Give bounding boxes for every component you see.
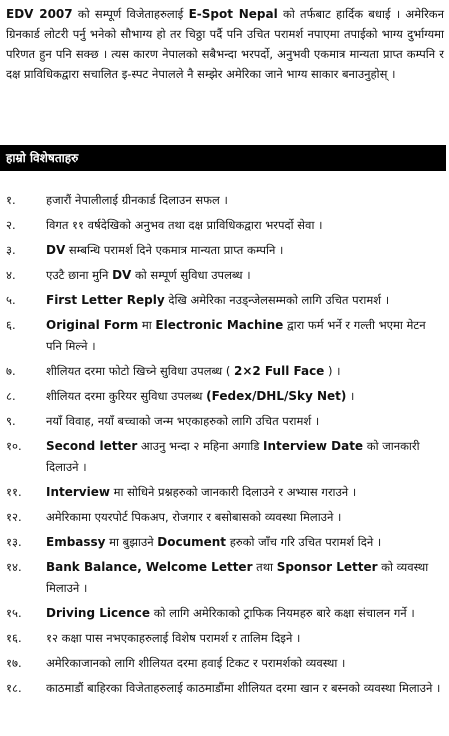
- feature-number: ४.: [6, 268, 16, 282]
- feature-number: १३.: [6, 535, 22, 549]
- feature-text: [46, 653, 449, 674]
- feature-bold-term: Electronic Machine: [155, 318, 284, 332]
- feature-text: को जानकारी दिलाउने ।: [46, 439, 420, 474]
- feature-text: अमेरिकामा एयरपोर्ट पिकअप, रोजगार र बसोबासको व्यवस्था मिलाउने ।: [46, 510, 342, 524]
- feature-bold-term: Document: [157, 535, 227, 549]
- feature-text: अमेरिकाजानको लागि शीलियत दरमा हवाई टिकट र परामर्शको व्यवस्था ।: [46, 656, 346, 670]
- feature-text: को सम्पूर्ण सुविधा उपलब्ध ।: [131, 268, 251, 282]
- feature-text: शीलियत दरमा कुरियर सुविधा उपलब्ध: [46, 389, 207, 403]
- feature-text: हरुको जाँच गरि उचित परामर्श दिने ।: [226, 535, 382, 549]
- feature-bold-term: Sponsor Letter: [276, 560, 378, 574]
- feature-number: ५.: [6, 293, 16, 307]
- feature-text: तथा: [252, 560, 277, 574]
- feature-text: मा बुझाउने: [105, 535, 158, 549]
- feature-bold-term: 2×2 Full Face: [234, 364, 325, 378]
- feature-bold-term: Interview: [46, 485, 110, 499]
- feature-text: [46, 265, 449, 286]
- feature-number: १४.: [6, 560, 22, 574]
- feature-number: ३.: [6, 243, 16, 257]
- intro-paragraph: [6, 4, 444, 84]
- feature-bold-term: First Letter Reply: [46, 293, 165, 307]
- feature-item: [0, 240, 449, 261]
- feature-bold-term: DV: [46, 243, 66, 257]
- feature-text: [46, 532, 449, 553]
- feature-bold-term: (Fedex/DHL/Sky Net): [206, 389, 347, 403]
- feature-bold-term: Embassy: [46, 535, 106, 549]
- feature-text: हजारौं नेपालीलाई ग्रीनकार्ड दिलाउन सफल ।: [46, 193, 228, 207]
- feature-bold-term: Driving Licence: [46, 606, 151, 620]
- feature-number: १०.: [6, 439, 22, 453]
- feature-text: १२ कक्षा पास नभएकाहरुलाई विशेष परामर्श र तालिम दिइने ।: [46, 631, 301, 645]
- intro-text: को सम्पूर्ण विजेताहरुलाई: [72, 7, 189, 21]
- feature-number: १५.: [6, 606, 22, 620]
- feature-number: १२.: [6, 510, 22, 524]
- feature-text: ।: [346, 389, 355, 403]
- feature-text: [46, 678, 449, 699]
- feature-bold-term: Original Form: [46, 318, 139, 332]
- feature-item: [0, 557, 449, 599]
- feature-number: ६.: [6, 318, 16, 332]
- feature-text: [46, 190, 449, 211]
- section-header: हाम्रो विशेषताहरु: [0, 145, 446, 171]
- feature-item: [0, 603, 449, 624]
- feature-bold-term: Interview Date: [263, 439, 364, 453]
- feature-number: १८.: [6, 681, 22, 695]
- feature-item: [0, 190, 449, 211]
- feature-text: देखि अमेरिका नउड्न्जेलसम्मको लागि उचित परामर्श ।: [164, 293, 390, 307]
- feature-item: [0, 215, 449, 236]
- feature-text: [46, 436, 449, 478]
- feature-text: एउटै छाना मुनि: [46, 268, 113, 282]
- feature-number: १६.: [6, 631, 22, 645]
- feature-text: द्वारा फर्म भर्ने र गल्ती भएमा मेटन पनि मिल्ने ।: [46, 318, 426, 353]
- feature-number: ९.: [6, 414, 16, 428]
- feature-text: ) ।: [324, 364, 341, 378]
- feature-text: [46, 315, 449, 357]
- features-list: [0, 190, 449, 703]
- feature-text: विगत ११ वर्षदेखिको अनुभव तथा दक्ष प्राविधिकद्वारा भरपर्दो सेवा ।: [46, 218, 323, 232]
- feature-item: [0, 436, 449, 478]
- feature-number: ११.: [6, 485, 22, 499]
- feature-text: [46, 290, 449, 311]
- feature-item: [0, 678, 449, 699]
- feature-text: मा: [138, 318, 156, 332]
- feature-text: सम्बन्धि परामर्श दिने एकमात्र मान्यता प्राप्त कम्पनि ।: [65, 243, 284, 257]
- feature-text: [46, 507, 449, 528]
- feature-item: [0, 653, 449, 674]
- feature-text: शीलियत दरमा फोटो खिच्ने सुविधा उपलब्ध (: [46, 364, 234, 378]
- feature-text: नयाँ विवाह, नयाँ बच्चाको जन्म भएकाहरुको लागि उचित परामर्श ।: [46, 414, 320, 428]
- feature-item: [0, 361, 449, 382]
- intro-bold-term: EDV 2007: [6, 7, 73, 21]
- feature-item: [0, 628, 449, 649]
- feature-item: [0, 265, 449, 286]
- feature-number: ८.: [6, 389, 16, 403]
- feature-number: ७.: [6, 364, 16, 378]
- feature-text: काठमाडौं बाहिरका विजेताहरुलाई काठमाडौंमा शीलियत दरमा खान र बस्नको व्यवस्था मिलाउने ।: [46, 681, 441, 695]
- feature-text: को लागि अमेरिकाको ट्राफिक नियमहरु बारे कक्षा संचालन गर्ने ।: [150, 606, 415, 620]
- feature-item: [0, 482, 449, 503]
- feature-text: [46, 482, 449, 503]
- feature-text: मा सोधिने प्रश्नहरुको जानकारी दिलाउने र अभ्यास गराउने ।: [109, 485, 357, 499]
- feature-text: [46, 361, 449, 382]
- feature-text: [46, 411, 449, 432]
- feature-number: १.: [6, 193, 16, 207]
- feature-text: को व्यवस्था मिलाउने ।: [46, 560, 429, 595]
- feature-bold-term: Bank Balance, Welcome Letter: [46, 560, 253, 574]
- feature-item: [0, 315, 449, 357]
- feature-text: [46, 386, 449, 407]
- intro-bold-term: E-Spot Nepal: [188, 7, 278, 21]
- feature-item: [0, 411, 449, 432]
- intro-text: को तर्फबाट हार्दिक बधाई । अमेरिकन ग्रिनकार्ड लोटरी पर्नु भनेको सौभाग्य हो तर चिठ्ठा पर्दै पनि उचित परामर्श नपाएमा तपाईको भाग्य दुर्भाग्यमा परिणत हुन पनि सक्छ । त्यस कारण नेपालको सबैभन्दा भरपर्दो, अनुभवी एकमात्र मान्यता प्राप्त कम्पनि र दक्ष प्राविधिकद्वारा सचालित इ-स्पट नेपालले नै सम्झेर अमेरिका जाने भाग्य साकार बनाउनुहोस् ।: [6, 7, 444, 81]
- feature-text: [46, 628, 449, 649]
- feature-bold-term: Second letter: [46, 439, 138, 453]
- feature-text: [46, 215, 449, 236]
- feature-text: [46, 240, 449, 261]
- feature-item: [0, 532, 449, 553]
- feature-text: आउनु भन्दा २ महिना अगाडि: [137, 439, 263, 453]
- feature-number: २.: [6, 218, 16, 232]
- feature-text: [46, 603, 449, 624]
- feature-bold-term: DV: [112, 268, 132, 282]
- feature-item: [0, 386, 449, 407]
- feature-text: [46, 557, 449, 599]
- feature-number: १७.: [6, 656, 22, 670]
- feature-item: [0, 290, 449, 311]
- feature-item: [0, 507, 449, 528]
